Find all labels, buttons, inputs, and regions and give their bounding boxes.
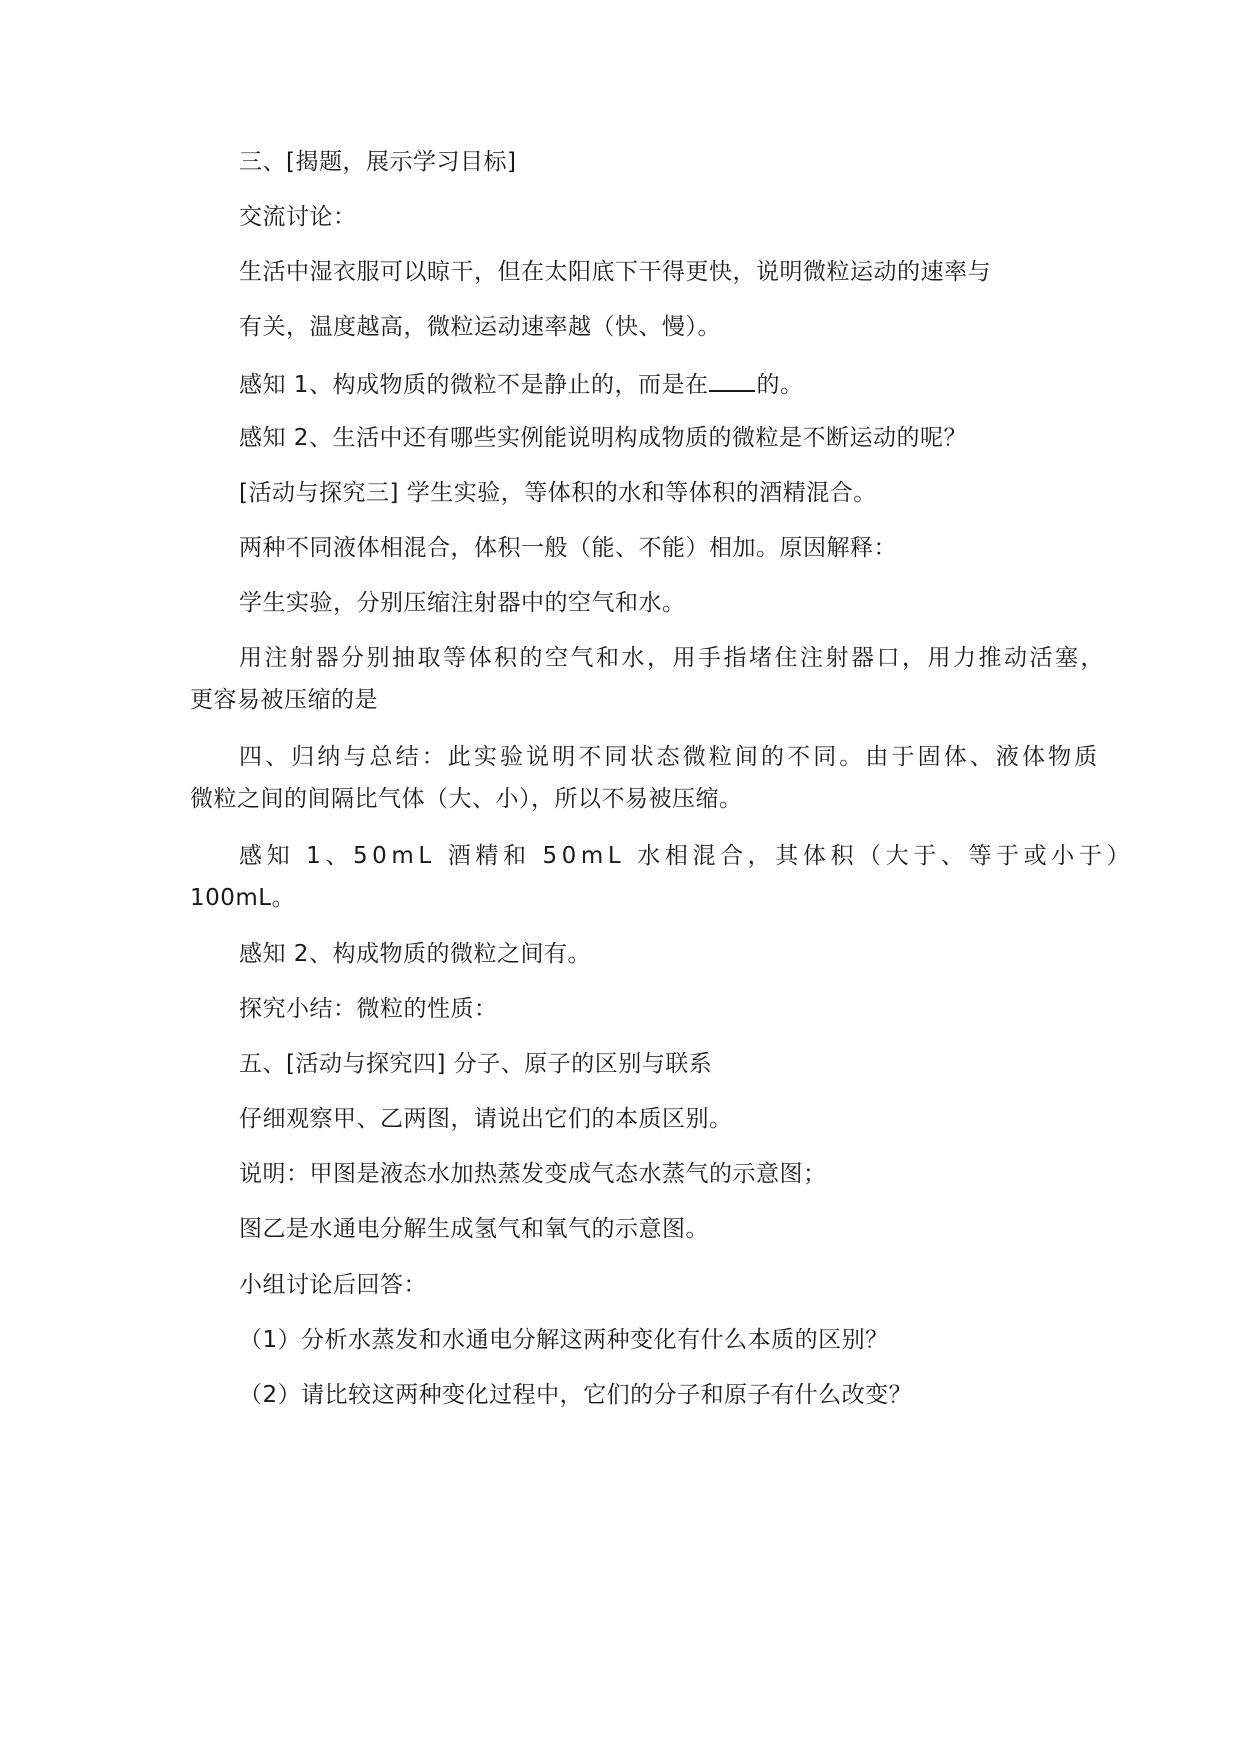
paragraph-line: 感知 2、生活中还有哪些实例能说明构成物质的微粒是不断运动的呢？ <box>239 425 967 451</box>
paragraph-line: 仔细观察甲、乙两图，请说出它们的本质区别。 <box>239 1106 733 1132</box>
paragraph-line: 生活中湿衣服可以晾干，但在太阳底下干得更快，说明微粒运动的速率与 <box>239 259 991 285</box>
paragraph-line: 感知 1、50mL 酒精和 50mL 水相混合，其体积（大于、等于或小于） <box>239 843 1135 869</box>
question-2: （2）请比较这两种变化过程中，它们的分子和原子有什么改变？ <box>239 1382 913 1408</box>
section-heading-4: 四、归纳与总结：此实验说明不同状态微粒间的不同。由于固体、液体物质 <box>239 744 1101 770</box>
paragraph-line: 用注射器分别抽取等体积的空气和水，用手指堵住注射器口，用力推动活塞， <box>239 645 1106 671</box>
paragraph-line: 说明：甲图是液态水加热蒸发变成气态水蒸气的示意图； <box>239 1161 827 1187</box>
paragraph-line: 小组讨论后回答： <box>239 1272 427 1298</box>
section-heading-5: 五、[活动与探究四] 分子、原子的区别与联系 <box>239 1051 713 1077</box>
question-1: （1）分析水蒸发和水通电分解这两种变化有什么本质的区别？ <box>239 1327 889 1353</box>
paragraph-line: 100mL。 <box>190 885 296 911</box>
section-heading-3: 三、[揭题，展示学习目标] <box>239 149 517 175</box>
paragraph-line: 图乙是水通电分解生成氢气和氧气的示意图。 <box>239 1216 709 1242</box>
paragraph-line: 学生实验，分别压缩注射器中的空气和水。 <box>239 590 686 616</box>
paragraph-line: 感知 2、构成物质的微粒之间有。 <box>239 941 591 967</box>
paragraph-line: 更容易被压缩的是 <box>190 687 378 713</box>
paragraph-line: 探究小结：微粒的性质： <box>239 996 498 1022</box>
answer-blank[interactable] <box>709 368 755 392</box>
paragraph-line: 微粒之间的间隔比气体（大、小），所以不易被压缩。 <box>190 786 743 812</box>
paragraph-line: 两种不同液体相混合，体积一般（能、不能）相加。原因解释： <box>239 535 897 561</box>
activity-heading-3: [活动与探究三] 学生实验，等体积的水和等体积的酒精混合。 <box>239 480 877 506</box>
paragraph-line: 有关，温度越高，微粒运动速率越（快、慢）。 <box>239 314 721 340</box>
paragraph-line: 交流讨论： <box>239 204 357 230</box>
fill-in-suffix: 的。 <box>756 372 804 398</box>
fill-in-line <box>239 368 803 400</box>
fill-in-prefix: 感知 1、构成物质的微粒不是静止的，而是在 <box>239 372 709 398</box>
